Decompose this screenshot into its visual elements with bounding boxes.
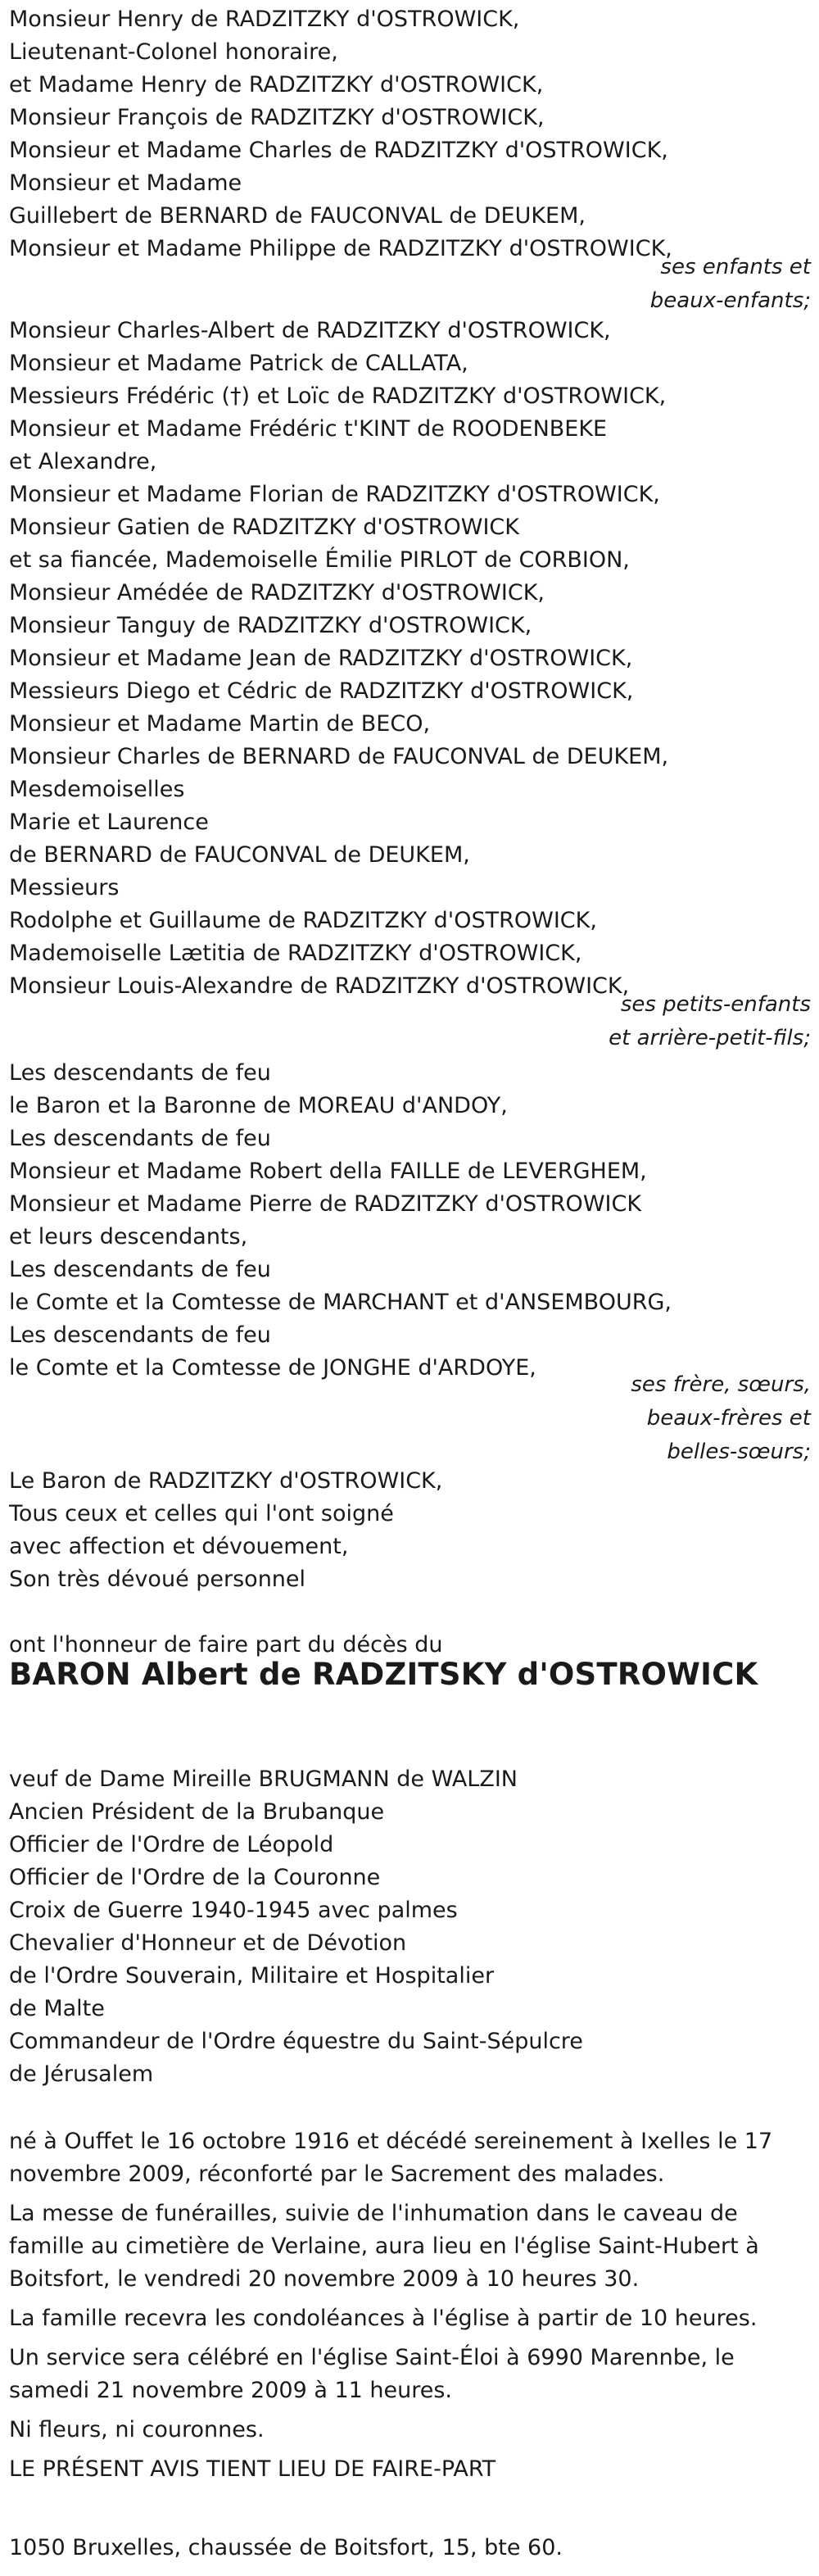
title-line: Officier de l'Ordre de la Couronne [9,1865,381,1890]
detail-paragraph: Un service sera célébré en l'église Saint-Éloi à 6990 Marennbe, le samedi 21 novembre 2009 à 11 heures. [9,2345,735,2403]
family-line: Monsieur François de RADZITZKY d'OSTROWICK, [9,105,545,130]
title-line: de Malte [9,1996,105,2021]
title-line: Commandeur de l'Ordre équestre du Saint-Sépulcre [9,2029,583,2054]
family-line: Lieutenant-Colonel honoraire, [9,39,338,65]
detail-paragraph: né à Ouffet le 16 octobre 1916 et décédé sereinement à Ixelles le 17 novembre 2009, réconforté par le Sacrement des malades. [9,2129,773,2187]
family-line: de BERNARD de FAUCONVAL de DEUKEM, [9,842,470,868]
family-line: et Alexandre, [9,449,157,474]
family-line: Monsieur et Madame Florian de RADZITZKY d'OSTROWICK, [9,482,660,507]
family-line: le Comte et la Comtesse de JONGHE d'ARDOYE, [9,1355,536,1381]
title-line: Ancien Président de la Brubanque [9,1799,385,1825]
family-line: avec affection et dévouement, [9,1534,349,1559]
family-line: Mesdemoiselles [9,777,185,802]
family-line: Les descendants de feu [9,1322,271,1348]
family-line: Monsieur et Madame [9,170,242,196]
grandchildren-role: ses petits-enfants et arrière-petit-fils; [609,992,811,1050]
family-line: Monsieur Charles-Albert de RADZITZKY d'OSTROWICK, [9,318,611,343]
family-line: Mademoiselle Lætitia de RADZITZKY d'OSTROWICK, [9,941,582,966]
family-line: Tous ceux et celles qui l'ont soigné [9,1501,394,1526]
family-line: Son très dévoué personnel [9,1567,306,1592]
detail-paragraph: LE PRÉSENT AVIS TIENT LIEU DE FAIRE-PART [9,2456,496,2482]
children-role: ses enfants et beaux-enfants; [649,255,811,313]
family-line: Le Baron de RADZITZKY d'OSTROWICK, [9,1468,443,1494]
family-line: Les descendants de feu [9,1060,271,1086]
family-line: Monsieur et Madame Frédéric t'KINT de ROODENBEKE [9,416,608,442]
family-line: Monsieur Tanguy de RADZITZKY d'OSTROWICK, [9,613,532,638]
family-line: Les descendants de feu [9,1126,271,1151]
siblings-list [9,1057,811,1385]
family-line: Monsieur et Madame Patrick de CALLATA, [9,351,468,376]
deceased-name: BARON Albert de RADZITSKY d'OSTROWICK [9,1657,758,1692]
family-line: Monsieur et Madame Martin de BECO, [9,711,431,737]
family-line: Les descendants de feu [9,1257,271,1282]
family-line: Monsieur et Madame Robert della FAILLE de LEVERGHEM, [9,1159,647,1184]
siblings-role: ses frère, sœurs, beaux-frères et belles-sœurs; [631,1372,811,1464]
family-line: Monsieur Louis-Alexandre de RADZITZKY d'OSTROWICK, [9,973,630,999]
family-line: Monsieur Amédée de RADZITZKY d'OSTROWICK, [9,580,545,605]
children-list [9,3,811,265]
others-list [9,1465,811,1596]
family-line: Marie et Laurence [9,810,209,835]
family-line: Messieurs Diego et Cédric de RADZITZKY d'OSTROWICK, [9,678,634,704]
family-line: Messieurs [9,875,120,900]
detail-paragraph: Ni fleurs, ni couronnes. [9,2417,265,2442]
announcement: ont l'honneur de faire part du décès du [9,1632,443,1658]
family-line: Guillebert de BERNARD de FAUCONVAL de DEUKEM, [9,203,586,229]
title-line: Chevalier d'Honneur et de Dévotion [9,1930,407,1956]
family-line: le Baron et la Baronne de MOREAU d'ANDOY, [9,1093,508,1118]
family-line: Monsieur Charles de BERNARD de FAUCONVAL de DEUKEM, [9,744,669,769]
title-line: Officier de l'Ordre de Léopold [9,1832,334,1857]
detail-paragraph: La messe de funérailles, suivie de l'inhumation dans le caveau de famille au cimetière de Verlaine, aura lieu en l'église Saint-Hubert à Boitsfort, le vendredi 20 novembre 2009 à 10 heures 30. [9,2201,759,2292]
grandchildren-list [9,315,811,1003]
detail-paragraph: La famille recevra les condoléances à l'église à partir de 10 heures. [9,2306,758,2331]
family-line: et leurs descendants, [9,1224,248,1249]
family-line: Monsieur Henry de RADZITZKY d'OSTROWICK, [9,7,520,32]
family-line: Messieurs Frédéric (†) et Loïc de RADZITZKY d'OSTROWICK, [9,383,667,409]
title-line: veuf de Dame Mireille BRUGMANN de WALZIN [9,1766,518,1792]
family-line: Monsieur et Madame Pierre de RADZITZKY d'OSTROWICK [9,1191,642,1217]
titles-list [9,1763,811,2091]
family-line: Monsieur et Madame Philippe de RADZITZKY d'OSTROWICK, [9,236,672,261]
title-line: de Jérusalem [9,2061,154,2087]
address: 1050 Bruxelles, chaussée de Boitsfort, 15, bte 60. [9,2535,563,2560]
title-line: Croix de Guerre 1940-1945 avec palmes [9,1898,458,1923]
family-line: Monsieur et Madame Jean de RADZITZKY d'OSTROWICK, [9,646,633,671]
family-line: Monsieur et Madame Charles de RADZITZKY d'OSTROWICK, [9,138,668,163]
title-line: de l'Ordre Souverain, Militaire et Hospitalier [9,1963,495,1989]
family-line: Rodolphe et Guillaume de RADZITZKY d'OSTROWICK, [9,908,597,933]
family-line: le Comte et la Comtesse de MARCHANT et d'ANSEMBOURG, [9,1290,672,1315]
details [9,2125,811,2492]
family-line: et sa fiancée, Mademoiselle Émilie PIRLOT de CORBION, [9,547,630,573]
family-line: Monsieur Gatien de RADZITZKY d'OSTROWICK [9,515,519,540]
family-line: et Madame Henry de RADZITZKY d'OSTROWICK, [9,72,544,98]
